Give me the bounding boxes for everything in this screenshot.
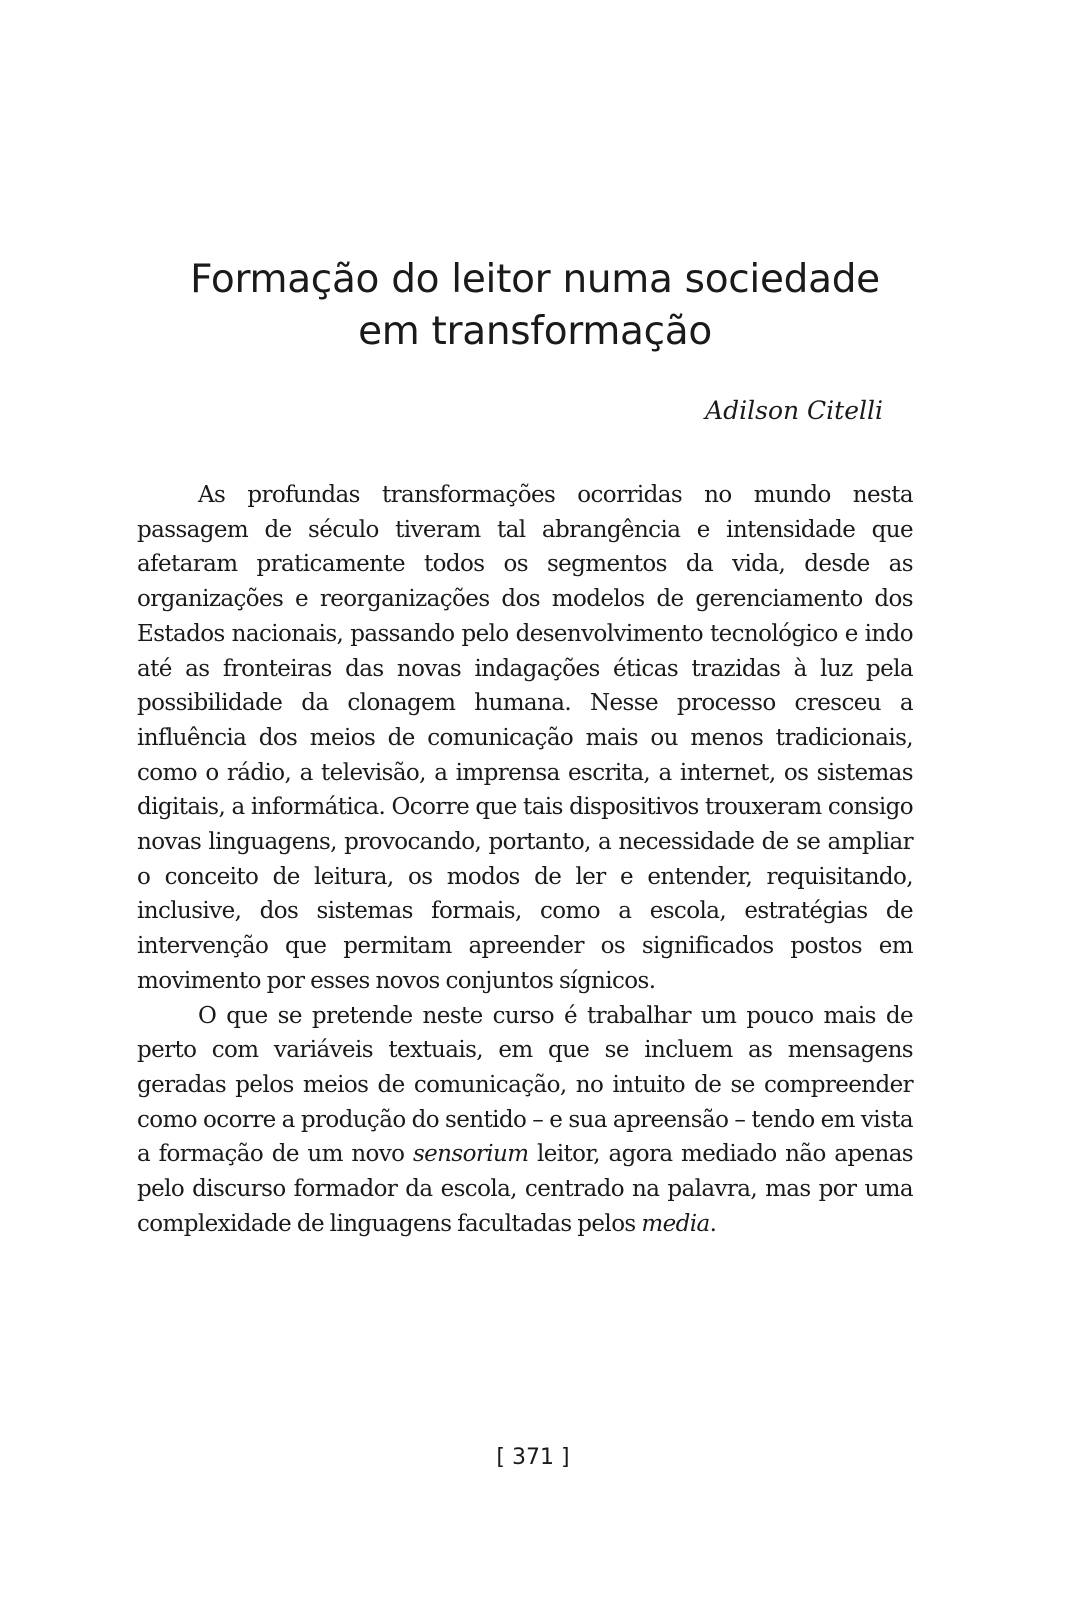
paragraph-2-part-1: O que se pretende neste curso é trabalhar um pouco mais de perto com variáveis textuais, em que se incluem as mensagens geradas pelos meios de comunicação, no intuito de se compreender como ocorre a produção do sentido – e sua apreensão – tendo em vista a formação de um novo bbox=[137, 1002, 913, 1168]
paragraph-2-part-2: leitor, agora mediado não apenas pelo discurso formador da escola, centrado na palavra, mas por uma complexidade de linguagens facultadas pelos bbox=[137, 1141, 914, 1237]
chapter-title-line-2: em transformação bbox=[358, 309, 712, 354]
body-text bbox=[137, 478, 913, 1241]
chapter-title bbox=[140, 254, 930, 358]
italic-term-media: media bbox=[641, 1210, 710, 1237]
page-number: [ 371 ] bbox=[496, 1445, 570, 1470]
author-name: Adilson Citelli bbox=[705, 396, 883, 425]
chapter-title-line-1: Formação do leitor numa sociedade bbox=[190, 257, 880, 302]
paragraph-1: As profundas transformações ocorridas no mundo nesta passagem de século tiveram tal abrangência e intensidade que afetaram praticamente todos os segmentos da vida, desde as organizações e reorganizações dos modelos de gerenciamento dos Estados nacionais, passando pelo desenvolvimento tecnológico e indo até as fronteiras das novas indagações éticas trazidas à luz pela possibilidade da clonagem humana. Nesse processo cresceu a influência dos meios de comunicação mais ou menos tradicionais, como o rádio, a televisão, a imprensa escrita, a internet, os sistemas digitais, a informática. Ocorre que tais dispositivos trouxeram consigo novas linguagens, provocando, portanto, a necessidade de se ampliar o conceito de leitura, os modos de ler e entender, requisitando, inclusive, dos sistemas formais, como a escola, estratégias de intervenção que permitam apreender os significados postos em movimento por esses novos conjuntos sígnicos. bbox=[137, 482, 913, 994]
paragraph-2 bbox=[137, 999, 913, 1242]
paragraph-2-part-3: . bbox=[709, 1210, 717, 1237]
italic-term-sensorium: sensorium bbox=[412, 1141, 529, 1168]
